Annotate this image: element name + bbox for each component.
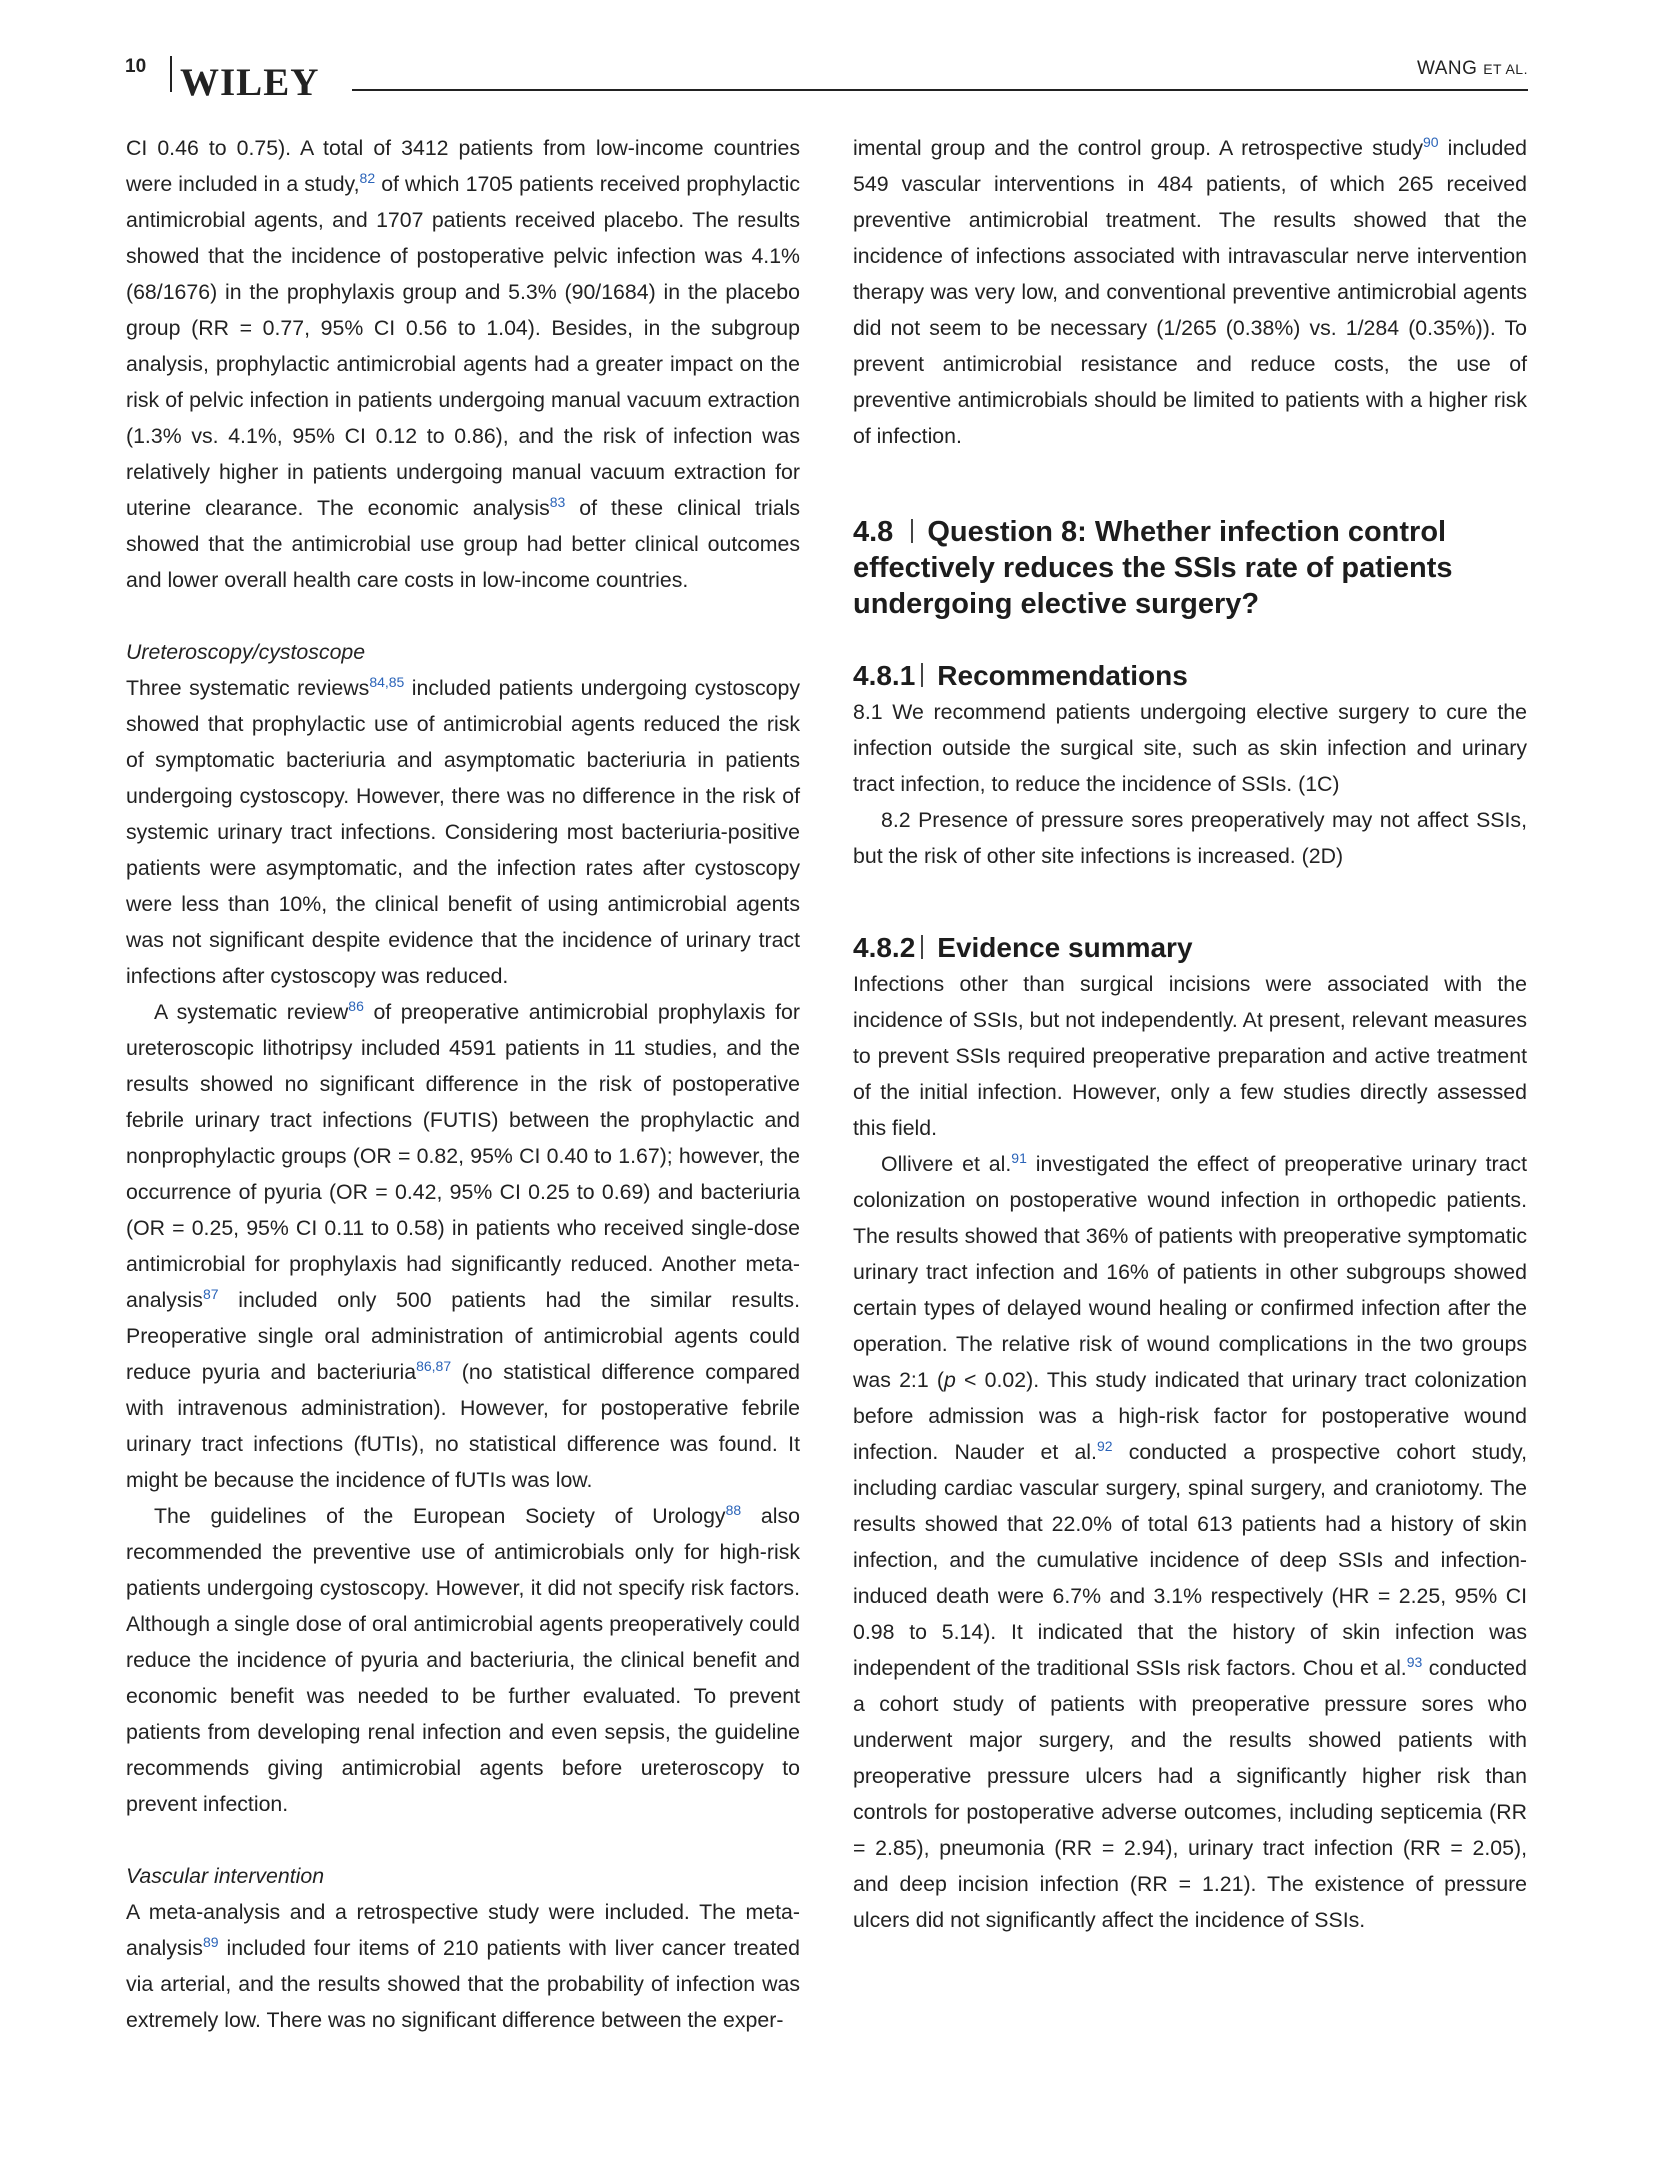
publisher-logo: WILEY [180, 61, 320, 104]
citation-link[interactable]: 82 [359, 169, 376, 186]
citation-link[interactable]: 83 [549, 493, 566, 510]
recommendation-8-2: 8.2 Presence of pressure sores preoperatively may not affect SSIs, but the risk of other site infections is increased. (2D) [853, 808, 1527, 868]
citation-link[interactable]: 93 [1406, 1653, 1423, 1670]
page-number: 10 [125, 56, 147, 77]
paragraph: A meta-analysis and a retrospective study were included. The meta-analysis$^{89}$ included four items of 210 patients with liver cancer treated via arterial, and the results showed that the probability of infection was extremely low. There was no significant difference between the exper- [126, 1900, 800, 2032]
citation-link[interactable]: 90 [1423, 133, 1439, 150]
subsection-title: Recommendations [937, 660, 1188, 691]
subsection-number: 4.8.2 [853, 932, 916, 963]
citation-link[interactable]: 88 [725, 1501, 742, 1518]
heading-divider [911, 519, 913, 543]
citation-link[interactable]: 86,87 [416, 1357, 452, 1374]
section-title: Question 8: Whether infection control effectively reduces the SSIs rate of patients undergoing elective surgery? [853, 516, 1453, 620]
citation-link[interactable]: 84,85 [369, 673, 405, 690]
subsection-number: 4.8.1 [853, 660, 916, 691]
subsection-heading [853, 658, 1527, 694]
subsection-heading [853, 930, 1527, 966]
subheading-vascular: Vascular intervention [126, 1864, 325, 1888]
citation-link[interactable]: 87 [202, 1285, 219, 1302]
running-head-author: WANG [1417, 58, 1478, 79]
paragraph: Three systematic reviews$^{84,85}$ included patients undergoing cystoscopy showed that prophylactic use of antimicrobial agents reduced the risk of symptomatic bacteriuria and asymptomatic bacteriuria in patients undergoing cystoscopy. However, there was no difference in the risk of systemic urinary tract infections. Considering most bacteriuria-positive patients were asymptomatic, and the infection rates after cystoscopy were less than 10%, the clinical benefit of using antimicrobial agents was not significant despite evidence that the incidence of urinary tract infections after cystoscopy was reduced. [126, 673, 800, 988]
paragraph: Ollivere et al.$^{91}$ investigated the effect of preoperative urinary tract colonization on postoperative wound infection in orthopedic patients. The results showed that 36% of patients with preoperative symptomatic urinary tract infection and 16% of patients in other subgroups showed certain types of delayed wound healing or confirmed infection after the operation. The relative risk of wound complications in the two groups was 2:1 (p < 0.02). This study indicated that urinary tract colonization before admission was a high-risk factor for postoperative wound infection. Nauder et al.$^{92}$ conducted a prospective cohort study, including cardiac vascular surgery, spinal surgery, and craniotomy. The results showed that 22.0% of total 613 patients had a history of skin infection, and the cumulative incidence of deep SSIs and infection-induced death were 6.7% and 3.1% respectively (HR = 2.25, 95% CI 0.98 to 5.14). It indicated that the history of skin infection was independent of the traditional SSIs risk factors. Chou et al.$^{93}$ conducted a cohort study of patients with preoperative pressure sores who underwent major surgery, and the results showed patients with preoperative pressure ulcers had a significantly higher risk than controls for postoperative adverse outcomes, including septicemia (RR = 2.85), pneumonia (RR = 2.94), urinary tract infection (RR = 2.05), and deep incision infection (RR = 1.21). The existence of pressure ulcers did not significantly affect the incidence of SSIs. [853, 1149, 1528, 1932]
running-head-etal: ET AL. [1483, 61, 1528, 77]
header-rule [352, 89, 1528, 91]
heading-divider [921, 935, 923, 959]
paragraph: imental group and the control group. A retrospective study$^{90}$ included 549 vascular interventions in 484 patients, of which 265 received preventive antimicrobial treatment. The results showed that the incidence of infections associated with intravascular nerve intervention therapy was very low, and conventional preventive antimicrobial agents did not seem to be necessary (1/265 (0.38%) vs. 1/284 (0.35%)). To prevent antimicrobial resistance and reduce costs, the use of preventive antimicrobials should be limited to patients with a higher risk of infection. [853, 133, 1528, 448]
paragraph: CI 0.46 to 0.75). A total of 3412 patients from low-income countries were included in a study,$^{82}$ of which 1705 patients received prophylactic antimicrobial agents, and 1707 patients received placebo. The results showed that the incidence of postoperative pelvic infection was 4.1% (68/1676) in the prophylaxis group and 5.3% (90/1684) in the placebo group (RR = 0.77, 95% CI 0.56 to 1.04). Besides, in the subgroup analysis, prophylactic antimicrobial agents had a greater impact on the risk of pelvic infection in patients undergoing manual vacuum extraction (1.3% vs. 4.1%, 95% CI 0.12 to 0.86), and the risk of infection was relatively higher in patients undergoing manual vacuum extraction for uterine clearance. The economic analysis$^{83}$ of these clinical trials showed that the antimicrobial use group had better clinical outcomes and lower overall health care costs in low-income countries. [126, 136, 800, 592]
citation-link[interactable]: 86 [348, 997, 364, 1014]
subheading-ureteroscopy: Ureteroscopy/cystoscope [126, 640, 366, 664]
spacer [126, 1822, 800, 1858]
section-heading [853, 514, 1527, 622]
right-column [853, 130, 1527, 1938]
paragraph: The guidelines of the European Society of Urology$^{88}$ also recommended the preventive use of antimicrobials only for high-risk patients undergoing cystoscopy. However, it did not specify risk factors. Although a single dose of oral antimicrobial agents preoperatively could reduce the incidence of pyuria and bacteriuria, the clinical benefit and economic benefit was needed to be further evaluated. To prevent patients from developing renal infection and even sepsis, the guideline recommends giving antimicrobial agents before ureteroscopy to prevent infection. [126, 1501, 800, 1816]
recommendation-8-1: 8.1 We recommend patients undergoing elective surgery to cure the infection outside the surgical site, such as skin infection and urinary tract infection, to reduce the incidence of SSIs. (1C) [853, 700, 1527, 796]
paragraph: Infections other than surgical incisions were associated with the incidence of SSIs, but not independently. At present, relevant measures to prevent SSIs required preoperative preparation and active treatment of the initial infection. However, only a few studies directly assessed this field. [853, 972, 1527, 1140]
running-head [1417, 58, 1528, 80]
header-divider [170, 56, 172, 92]
spacer [126, 598, 800, 634]
left-column [126, 130, 800, 2038]
citation-link[interactable]: 89 [202, 1933, 219, 1950]
paragraph: A systematic review$^{86}$ of preoperative antimicrobial prophylaxis for ureteroscopic lithotripsy included 4591 patients in 11 studies, and the results showed no significant difference in the risk of postoperative febrile urinary tract infections (FUTIS) between the prophylactic and nonprophylactic groups (OR = 0.82, 95% CI 0.40 to 1.67); however, the occurrence of pyuria (OR = 0.42, 95% CI 0.25 to 0.69) and bacteriuria (OR = 0.25, 95% CI 0.11 to 0.58) in patients who received single-dose antimicrobial for prophylaxis had significantly reduced. Another meta-analysis$^{87}$ included only 500 patients had the similar results. Preoperative single oral administration of antimicrobial agents could reduce pyuria and bacteriuria$^{86,87}$ (no statistical difference compared with intravenous administration). However, for postoperative febrile urinary tract infections (fUTIs), no statistical difference was found. It might be because the incidence of fUTIs was low. [126, 997, 801, 1492]
citation-link[interactable]: 91 [1011, 1149, 1027, 1166]
heading-divider [921, 663, 923, 687]
section-number: 4.8 [853, 516, 894, 548]
subsection-title: Evidence summary [937, 932, 1193, 963]
citation-link[interactable]: 92 [1096, 1437, 1113, 1454]
